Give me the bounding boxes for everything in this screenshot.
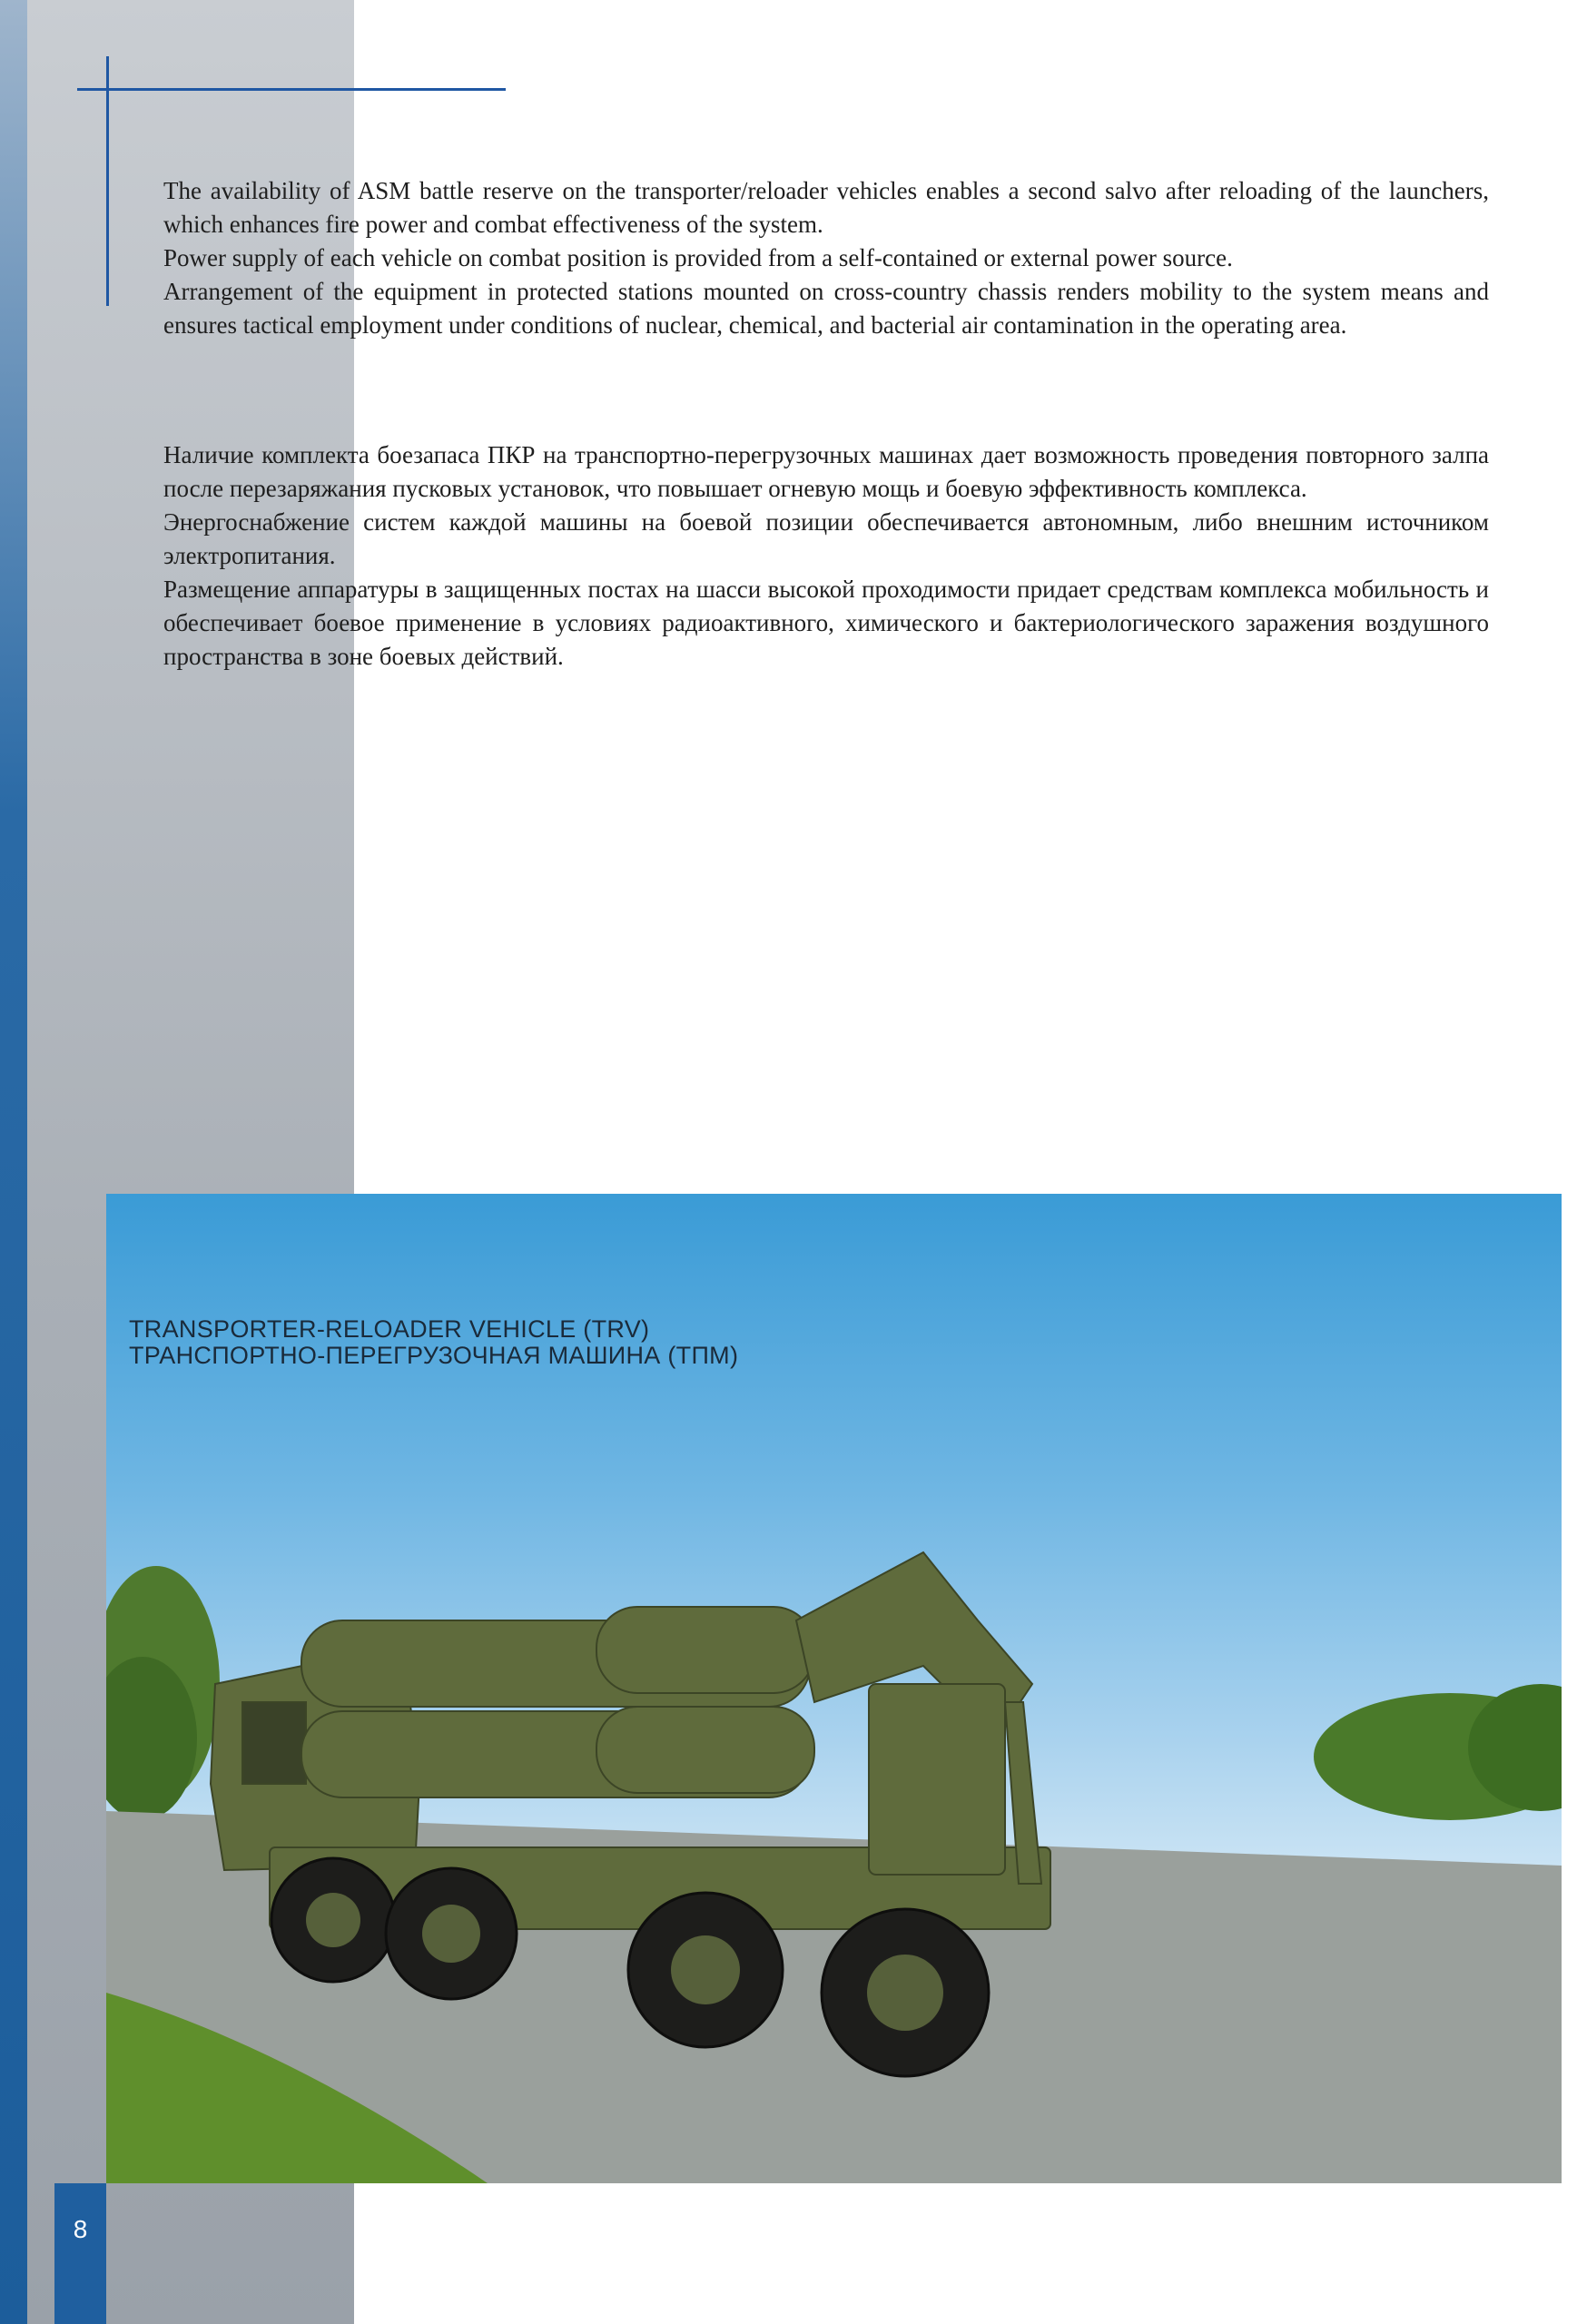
russian-paragraph-3: Размещение аппаратуры в защищенных постах на шасси высокой проходимости придает средствам комплекса мобильность и обеспечивает боевое применение в условиях радиоактивного, химического и бактериологического заражения воздушного пространства в зоне боевых действий. (163, 576, 1489, 670)
corner-vertical-line (106, 56, 109, 306)
english-paragraph-3: Arrangement of the equipment in protected stations mounted on cross-country chassis renders mobility to the system means and ensures tactical employment under conditions of nuclear, chemical, and bacterial air contamination in the operating area. (163, 278, 1489, 339)
english-paragraph-2: Power supply of each vehicle on combat position is provided from a self-contained or external power source. (163, 244, 1233, 271)
russian-paragraph-1: Наличие комплекта боезапаса ПКР на транспортно-перегрузочных машинах дает возможность проведения повторного залпа после перезаряжания пусковых установок, что повышает огневую мощь и боевую эффективность комплекса. (163, 441, 1489, 502)
english-text-block (163, 174, 1489, 342)
caption-russian: ТРАНСПОРТНО-ПЕРЕГРУЗОЧНАЯ МАШИНА (ТПМ) (129, 1342, 739, 1369)
corner-horizontal-line (77, 88, 506, 91)
russian-paragraph-2: Энергоснабжение систем каждой машины на боевой позиции обеспечивается автономным, либо внешним источником электропитания. (163, 508, 1489, 569)
page-number-box (54, 2183, 106, 2324)
left-edge-stripe (0, 0, 27, 2324)
english-paragraph-1: The availability of ASM battle reserve on the transporter/reloader vehicles enables a second salvo after reloading of the launchers, which enhances fire power and combat effectiveness of the system. (163, 177, 1489, 238)
photo-caption (129, 1316, 946, 1369)
russian-text-block (163, 438, 1489, 674)
page-number: 8 (73, 2215, 88, 2243)
caption-english: TRANSPORTER-RELOADER VEHICLE (TRV) (129, 1315, 650, 1343)
